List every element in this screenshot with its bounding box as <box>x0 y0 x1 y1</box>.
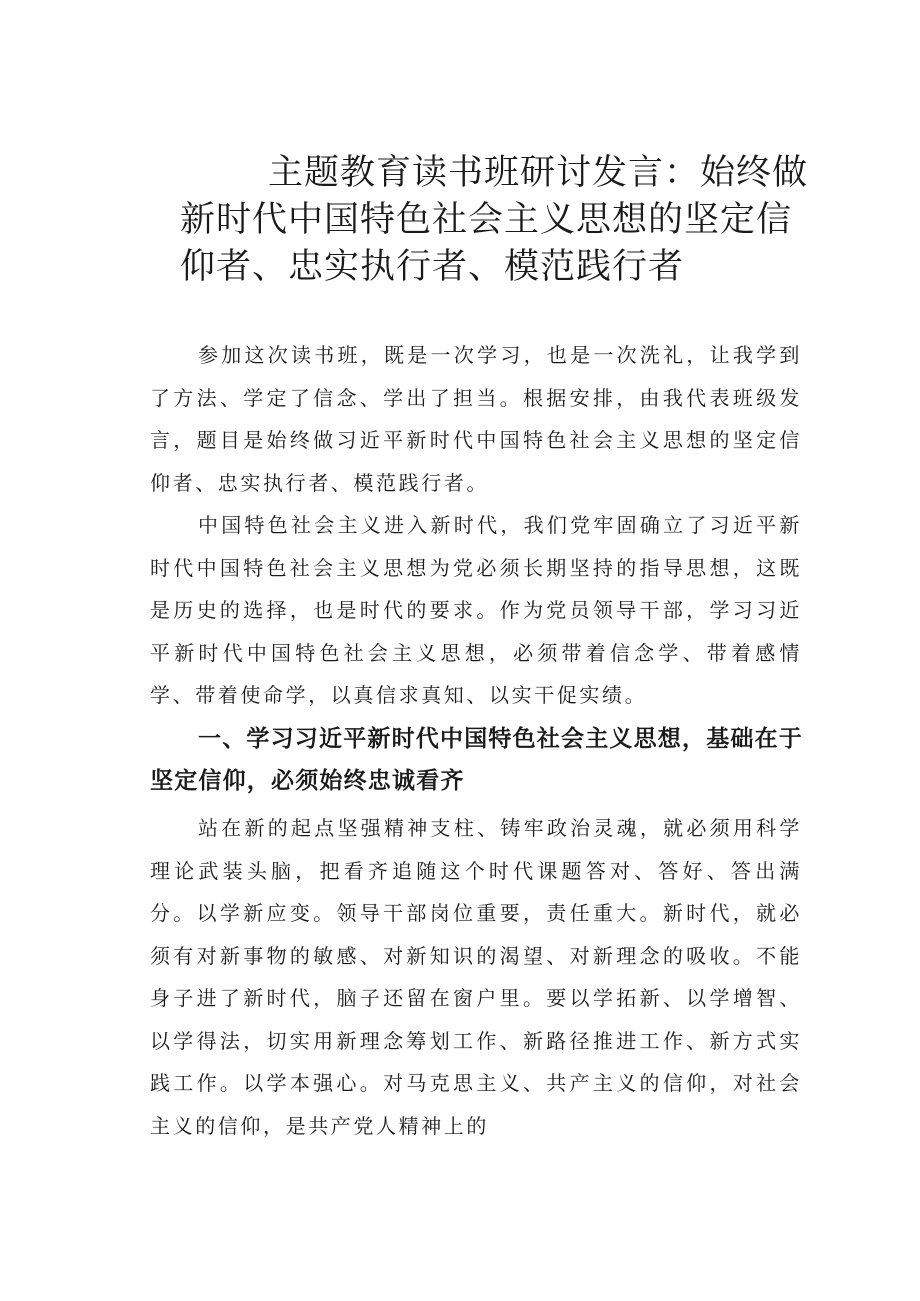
section-heading: 一、学习习近平新时代中国特色社会主义思想，基础在于坚定信仰，必须始终忠诚看齐 <box>150 726 803 794</box>
intro-paragraph: 参加这次读书班，既是一次学习，也是一次洗礼，让我学到了方法、学定了信念、学出了担当。根据安排，由我代表班级发言，题目是始终做习近平新时代中国特色社会主义思想的坚定信仰者、忠实执行者、模范践行者。 <box>150 343 802 495</box>
section-paragraph: 站在新的起点坚强精神支柱、铸牢政治灵魂，就必须用科学理论武装头脑，把看齐追随这个时代课题答对、答好、答出满分。以学新应变。领导干部岗位重要，责任重大。新时代，就必须有对新事物的敏感、对新知识的渴望、对新理念的吸收。不能身子进了新时代，脑子还留在窗户里。要以学拓新、以学增智、以学得法，切实用新理念筹划工作、新路径推进工作、新方式实践工作。以学本强心。对马克思主义、共产主义的信仰，对社会主义的信仰，是共产党人精神上的 <box>150 816 802 1138</box>
document-title: 主题教育读书班研讨发言：始终做新时代中国特色社会主义思想的坚定信仰者、忠实执行者、模范践行者 <box>180 153 809 287</box>
context-paragraph: 中国特色社会主义进入新时代，我们党牢固确立了习近平新时代中国特色社会主义思想为党必须长期坚持的指导思想，这既是历史的选择，也是时代的要求。作为党员领导干部，学习习近平新时代中国特色社会主义思想，必须带着信念学、带着感情学、带着使命学，以真信求真知、以实干促实绩。 <box>150 513 802 707</box>
